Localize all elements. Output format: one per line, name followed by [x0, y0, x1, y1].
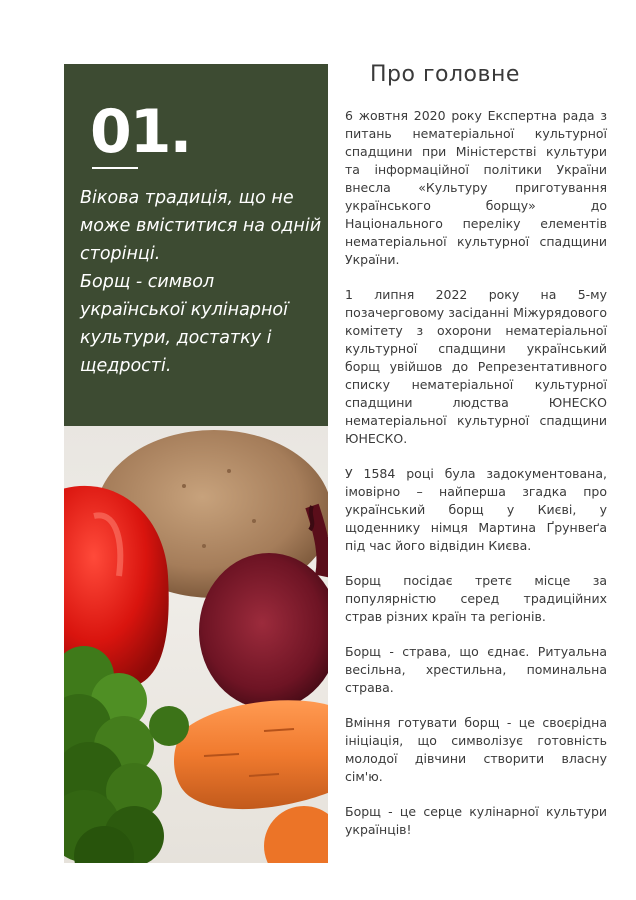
- quote-line-tradition: Вікова традиція, що не може вміститися на одній сторінці.: [80, 188, 322, 264]
- tradition-quote: [80, 184, 324, 380]
- number-underline: [92, 167, 138, 169]
- carrot-shape: [174, 700, 328, 809]
- paragraph-expert-council: 6 жовтня 2020 року Експертна рада з питань нематеріальної культурної спадщини при Міністерстві культури та інформаційної політики України внесла «Культуру приготування українського борщу» до Національного переліку елементів нематеріальної культурної спадщини України.: [345, 108, 607, 267]
- parsley-shape: [64, 646, 189, 863]
- paragraph-heart: Борщ - це серце кулінарної культури українців!: [345, 804, 607, 837]
- paragraph-1584: У 1584 році була задокументована, імовірно – найперша згадка про український борщ у Києві, у щоденнику німця Мартина Ґрунвеґа під час його відвідин Києва.: [345, 466, 607, 553]
- paragraph-unesco: 1 липня 2022 року на 5-му позачерговому засіданні Міжурядового комітету з охорони нематеріальної культурної спадщини український борщ увійшов до Репрезентативного списку нематеріальної культурної спадщини людства ЮНЕСКО нематеріальної культурної спадщини ЮНЕСКО.: [345, 287, 607, 446]
- green-panel: [64, 64, 328, 426]
- page-heading: Про головне: [370, 62, 520, 87]
- paragraph-initiation: Вміння готувати борщ - це своєрідна ініціація, що символізує готовність молодої дівчини створити власну сім'ю.: [345, 715, 607, 784]
- paragraph-popularity: Борщ посідає третє місце за популярністю серед традиційних страв різних країн та регіонів.: [345, 573, 607, 624]
- paragraph-ritual: Борщ - страва, що єднає. Ритуальна весільна, хрестильна, поминальна страва.: [345, 644, 607, 695]
- vegetables-photo: [64, 426, 328, 863]
- quote-line-symbol: Борщ - символ української кулінарної культури, достатку і щедрості.: [80, 272, 288, 376]
- section-number: 01.: [90, 97, 191, 167]
- body-text: [345, 107, 607, 856]
